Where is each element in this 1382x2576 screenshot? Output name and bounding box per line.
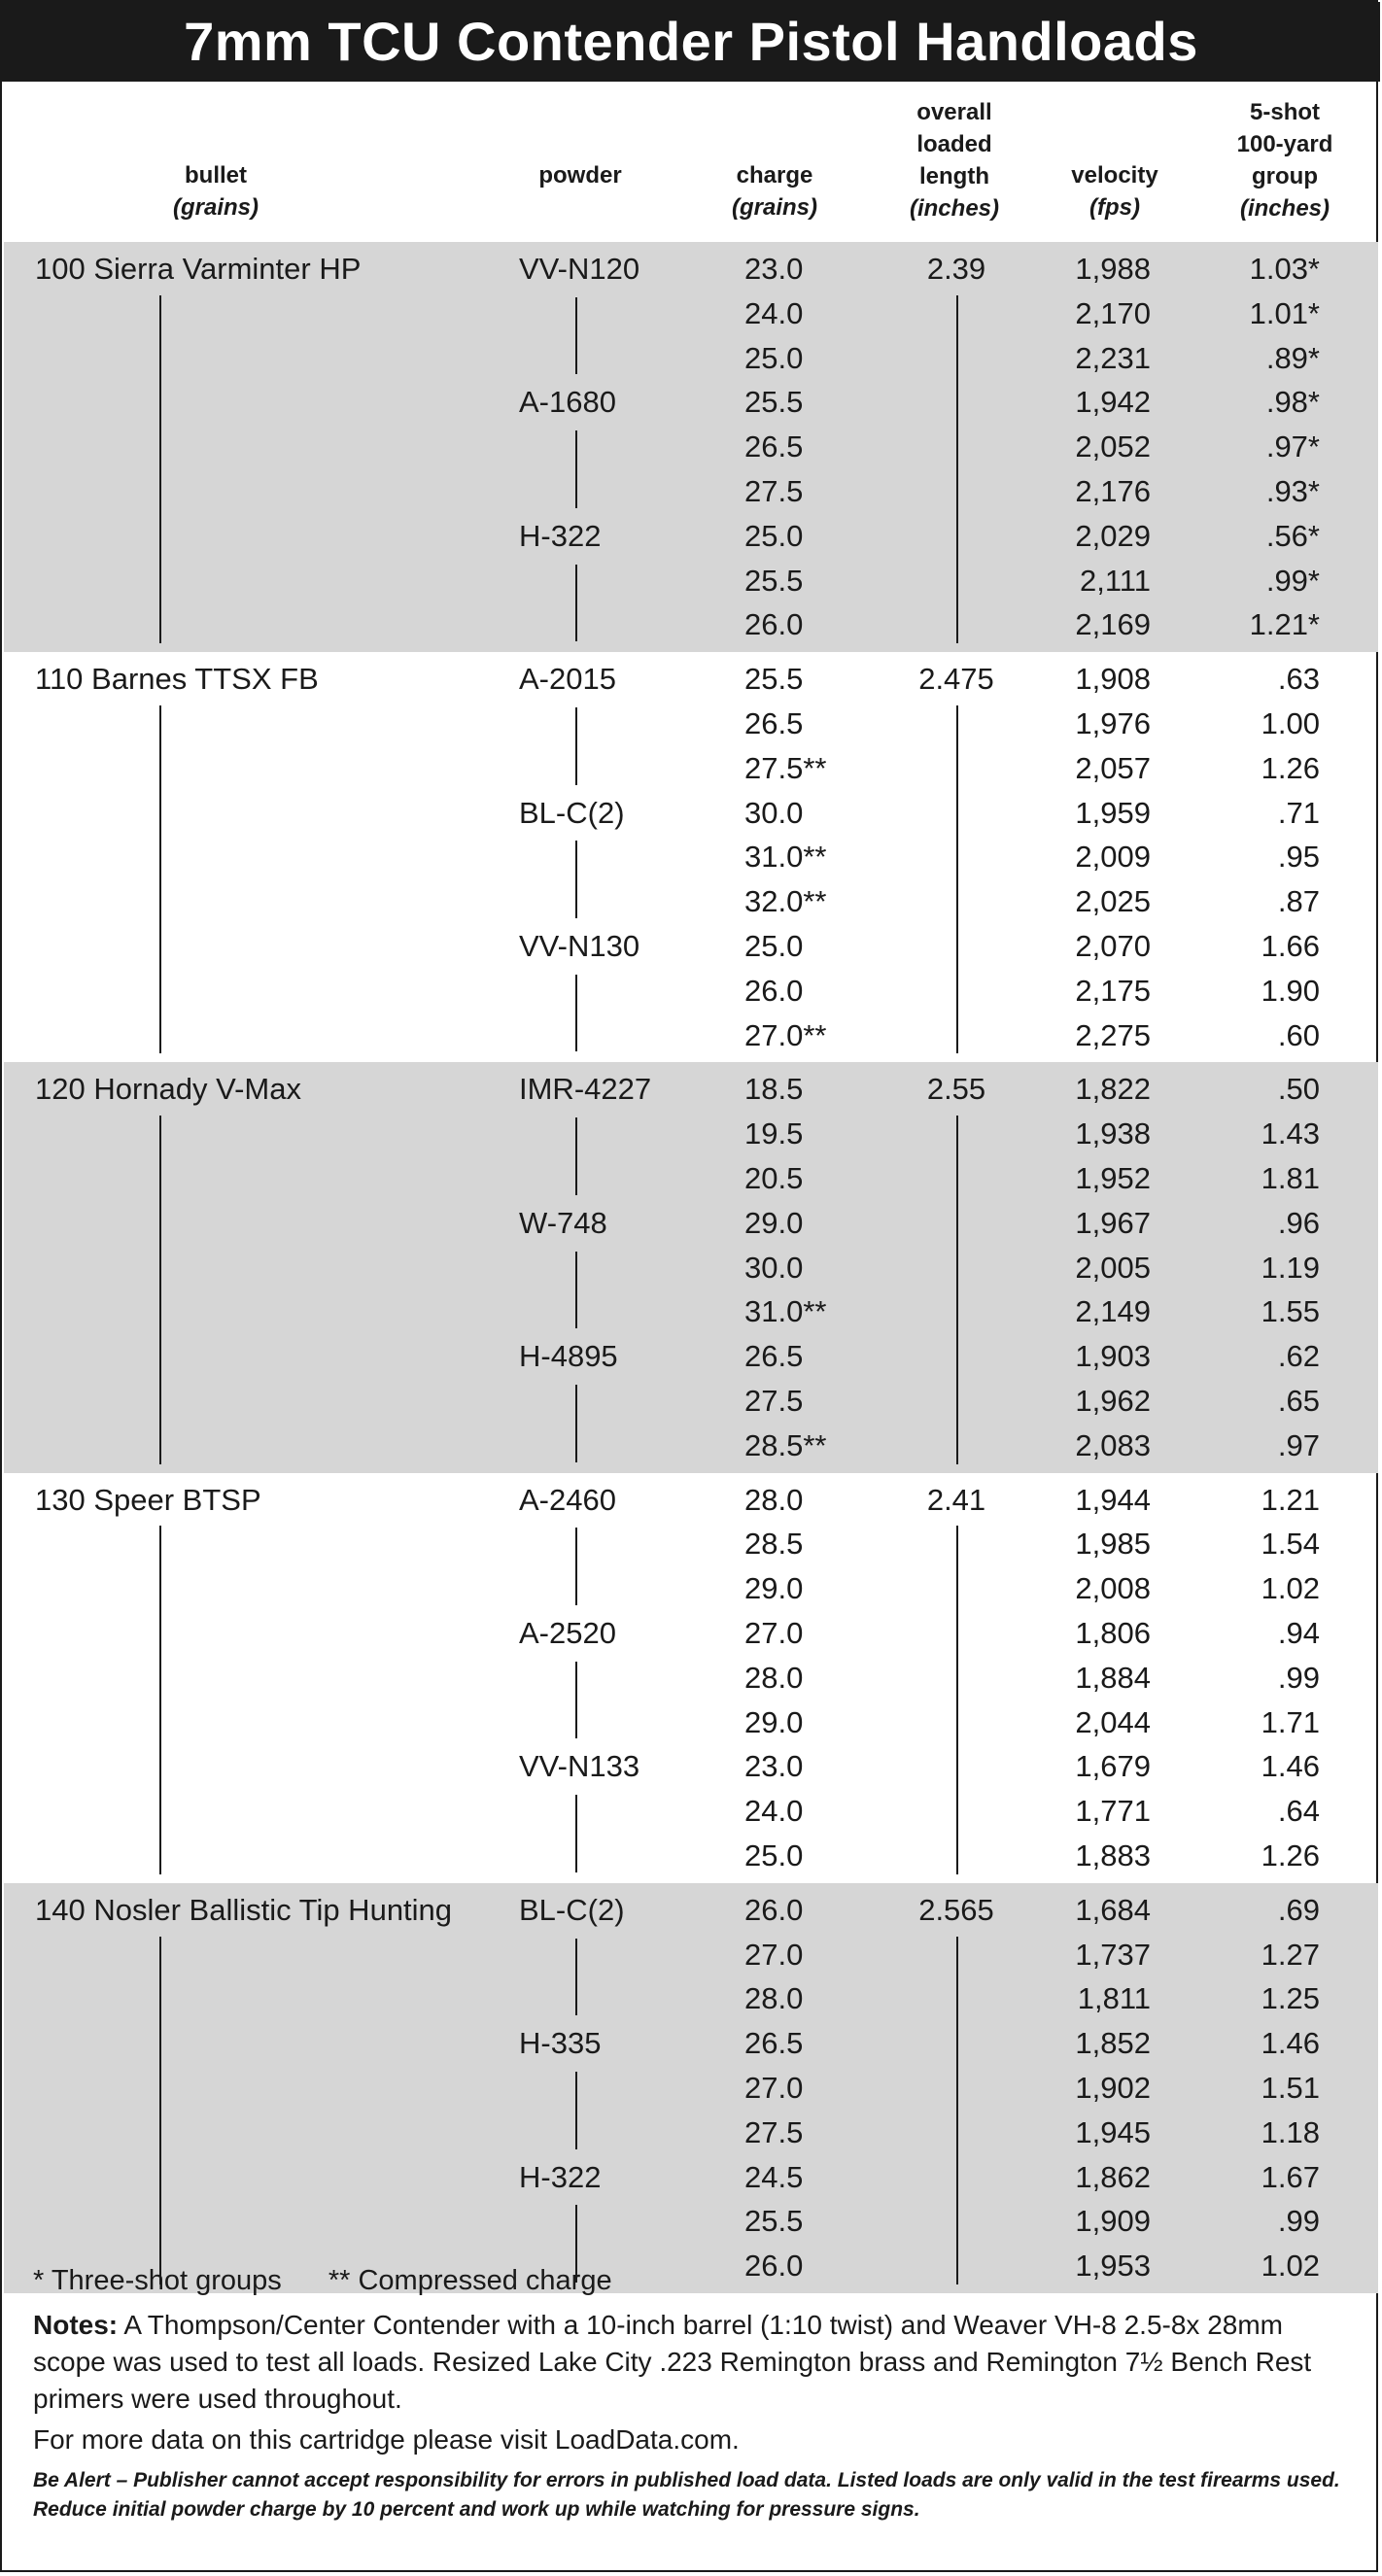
header-bullet-label: bullet — [185, 162, 247, 189]
charge-value: 26.0 — [744, 973, 804, 1008]
powder-continuation-line — [575, 841, 577, 918]
group-size-value: 1.21 — [1261, 1482, 1320, 1517]
charge-value: 27.5 — [744, 2114, 804, 2149]
length-continuation-line — [956, 295, 958, 643]
charge-value: 27.5 — [744, 1383, 804, 1418]
velocity-value: 1,811 — [1077, 1981, 1151, 2016]
charge-value: 26.5 — [744, 705, 804, 740]
header-group-line1: 5-shot — [1250, 99, 1320, 125]
group-size-value: 1.19 — [1261, 1250, 1320, 1285]
group-size-value: 1.51 — [1261, 2070, 1320, 2105]
header-charge — [716, 159, 833, 223]
velocity-value: 1,902 — [1075, 2070, 1151, 2105]
charge-value: 28.5 — [744, 1527, 804, 1562]
charge-value: 31.0** — [744, 840, 827, 875]
group-size-value: 1.27 — [1261, 1937, 1320, 1972]
powder-continuation-line — [575, 430, 577, 508]
powder-continuation-line — [575, 1385, 577, 1462]
overall-length: 2.39 — [926, 252, 986, 286]
charge-value: 26.5 — [744, 429, 804, 464]
header-bullet — [138, 159, 294, 223]
powder-continuation-line — [575, 565, 577, 642]
header-length-unit: (inches) — [909, 195, 999, 222]
velocity-value: 2,009 — [1075, 840, 1151, 875]
notes-label: Notes: — [33, 2310, 119, 2340]
bullet-group — [4, 1883, 1378, 2293]
charge-value: 28.0 — [744, 1660, 804, 1695]
velocity-value: 1,944 — [1075, 1482, 1151, 1517]
powder-continuation-line — [575, 1939, 577, 2016]
velocity-value: 1,806 — [1075, 1615, 1151, 1650]
powder-name: W-748 — [519, 1205, 607, 1240]
header-charge-label: charge — [736, 162, 813, 189]
group-size-value: 1.18 — [1261, 2114, 1320, 2149]
bullet-continuation-line — [159, 295, 161, 643]
velocity-value: 1,884 — [1075, 1660, 1151, 1695]
velocity-value: 2,025 — [1075, 884, 1151, 919]
length-continuation-line — [956, 1937, 958, 2284]
overall-length: 2.41 — [926, 1482, 986, 1517]
header-bullet-unit: (grains) — [172, 194, 259, 221]
powder-continuation-line — [575, 2072, 577, 2149]
bullet-continuation-line — [159, 1526, 161, 1873]
group-size-value: 1.25 — [1261, 1981, 1320, 2016]
velocity-value: 1,945 — [1075, 2114, 1151, 2149]
charge-value: 28.5** — [744, 1427, 827, 1462]
velocity-value: 1,903 — [1075, 1339, 1151, 1374]
charge-value: 26.5 — [744, 2026, 804, 2061]
group-size-value: 1.46 — [1261, 1749, 1320, 1784]
group-size-value: .93* — [1265, 474, 1320, 508]
charge-value: 29.0 — [744, 1571, 804, 1606]
group-size-value: 1.21* — [1249, 607, 1320, 642]
notes-text: A Thompson/Center Contender with a 10-inch barrel (1:10 twist) and Weaver VH-8 2.5-8x 28mm scope was used to test all loads. Resized Lake City .223 Remington brass and Remington 7½ Bench Rest primers were used throughout. — [33, 2310, 1312, 2414]
velocity-value: 1,862 — [1075, 2159, 1151, 2194]
bullet-group — [4, 652, 1378, 1062]
header-charge-unit: (grains) — [731, 194, 817, 221]
group-size-value: .64 — [1277, 1794, 1320, 1829]
group-size-value: 1.01* — [1249, 295, 1320, 330]
group-size-value: 1.02 — [1261, 1571, 1320, 1606]
legend-compressed: ** Compressed charge — [328, 2265, 612, 2296]
charge-value: 25.0 — [744, 928, 804, 963]
group-size-value: 1.43 — [1261, 1116, 1320, 1151]
charge-value: 29.0 — [744, 1205, 804, 1240]
header-velocity-label: velocity — [1071, 162, 1158, 189]
group-size-value: .65 — [1277, 1383, 1320, 1418]
velocity-value: 2,083 — [1075, 1427, 1151, 1462]
velocity-value: 1,942 — [1075, 385, 1151, 420]
velocity-value: 2,170 — [1075, 295, 1151, 330]
powder-name: H-335 — [519, 2026, 602, 2061]
charge-value: 27.0** — [744, 1017, 827, 1052]
overall-length: 2.565 — [918, 1892, 994, 1927]
group-size-value: 1.26 — [1261, 1838, 1320, 1872]
powder-continuation-line — [575, 297, 577, 375]
bullet-continuation-line — [159, 705, 161, 1053]
velocity-value: 1,976 — [1075, 705, 1151, 740]
powder-continuation-line — [575, 1795, 577, 1872]
length-continuation-line — [956, 705, 958, 1053]
velocity-value: 1,953 — [1075, 2249, 1151, 2284]
group-size-value: 1.02 — [1261, 2249, 1320, 2284]
velocity-value: 2,149 — [1075, 1294, 1151, 1329]
group-size-value: .97 — [1277, 1427, 1320, 1462]
velocity-value: 1,967 — [1075, 1205, 1151, 1240]
group-size-value: .62 — [1277, 1339, 1320, 1374]
bullet-name: 140 Nosler Ballistic Tip Hunting — [35, 1892, 453, 1927]
charge-value: 24.0 — [744, 1794, 804, 1829]
powder-name: BL-C(2) — [519, 1892, 625, 1927]
group-size-value: .60 — [1277, 1017, 1320, 1052]
powder-name: A-2460 — [519, 1482, 616, 1517]
overall-length: 2.475 — [918, 662, 994, 697]
velocity-value: 2,005 — [1075, 1250, 1151, 1285]
bullet-name: 130 Speer BTSP — [35, 1482, 261, 1517]
velocity-value: 1,822 — [1075, 1072, 1151, 1107]
charge-value: 27.0 — [744, 1615, 804, 1650]
charge-value: 27.5** — [744, 750, 827, 785]
group-size-value: .87 — [1277, 884, 1320, 919]
powder-continuation-line — [575, 707, 577, 785]
header-group — [1222, 96, 1348, 224]
velocity-value: 2,057 — [1075, 750, 1151, 785]
group-size-value: 1.90 — [1261, 973, 1320, 1008]
charge-value: 25.0 — [744, 518, 804, 553]
header-group-unit: (inches) — [1239, 195, 1330, 222]
charge-value: 25.0 — [744, 1838, 804, 1872]
group-size-value: .89* — [1265, 340, 1320, 375]
velocity-value: 2,029 — [1075, 518, 1151, 553]
velocity-value: 1,962 — [1075, 1383, 1151, 1418]
table-title: 7mm TCU Contender Pistol Handloads — [2, 2, 1380, 82]
velocity-value: 2,275 — [1075, 1017, 1151, 1052]
charge-value: 25.5 — [744, 2204, 804, 2239]
charge-value: 26.5 — [744, 1339, 804, 1374]
powder-name: H-322 — [519, 2159, 602, 2194]
group-size-value: .50 — [1277, 1072, 1320, 1107]
length-continuation-line — [956, 1116, 958, 1463]
group-size-value: .96 — [1277, 1205, 1320, 1240]
group-size-value: .69 — [1277, 1892, 1320, 1927]
more-data-text: For more data on this cartridge please visit LoadData.com. — [33, 2424, 740, 2455]
velocity-value: 1,952 — [1075, 1160, 1151, 1195]
powder-name: VV-N133 — [519, 1749, 640, 1784]
header-length-line1: overall — [916, 99, 992, 125]
velocity-value: 2,175 — [1075, 973, 1151, 1008]
header-powder-label: powder — [538, 162, 622, 189]
group-size-value: 1.81 — [1261, 1160, 1320, 1195]
charge-value: 25.5 — [744, 385, 804, 420]
charge-value: 28.0 — [744, 1482, 804, 1517]
group-size-value: .56* — [1265, 518, 1320, 553]
alert-text: Be Alert – Publisher cannot accept responsibility for errors in published load data. Listed loads are only valid in the test firearms used. Reduce initial powder charge by 10 percent and work up while watching for pressure signs. — [33, 2469, 1340, 2521]
header-powder — [522, 159, 639, 191]
group-size-value: 1.46 — [1261, 2026, 1320, 2061]
velocity-value: 1,852 — [1075, 2026, 1151, 2061]
group-size-value: .71 — [1277, 795, 1320, 830]
velocity-value: 2,169 — [1075, 607, 1151, 642]
header-group-line2: 100-yard — [1236, 131, 1333, 157]
powder-continuation-line — [575, 1117, 577, 1195]
velocity-value: 1,679 — [1075, 1749, 1151, 1784]
velocity-value: 1,908 — [1075, 662, 1151, 697]
bullet-group — [4, 1473, 1378, 1883]
charge-value: 25.5 — [744, 563, 804, 598]
powder-name: A-2015 — [519, 662, 616, 697]
charge-value: 24.5 — [744, 2159, 804, 2194]
charge-value: 26.0 — [744, 1892, 804, 1927]
charge-value: 31.0** — [744, 1294, 827, 1329]
charge-value: 26.0 — [744, 2249, 804, 2284]
velocity-value: 1,737 — [1075, 1937, 1151, 1972]
legend-three-shot: * Three-shot groups — [33, 2265, 282, 2296]
charge-value: 23.0 — [744, 252, 804, 286]
group-size-value: 1.26 — [1261, 750, 1320, 785]
bullet-group — [4, 242, 1378, 652]
legend — [33, 2262, 1355, 2299]
powder-name: A-1680 — [519, 385, 616, 420]
header-velocity — [1056, 159, 1173, 223]
velocity-value: 1,684 — [1075, 1892, 1151, 1927]
charge-value: 23.0 — [744, 1749, 804, 1784]
velocity-value: 2,231 — [1075, 340, 1151, 375]
length-continuation-line — [956, 1526, 958, 1873]
group-size-value: .99 — [1277, 1660, 1320, 1695]
bullet-name: 110 Barnes TTSX FB — [35, 662, 319, 697]
header-length — [891, 96, 1018, 224]
charge-value: 27.0 — [744, 1937, 804, 1972]
powder-name: BL-C(2) — [519, 795, 625, 830]
charge-value: 30.0 — [744, 1250, 804, 1285]
header-length-line2: loaded — [916, 131, 992, 157]
group-size-value: .98* — [1265, 385, 1320, 420]
notes — [33, 2307, 1355, 2418]
velocity-value: 2,008 — [1075, 1571, 1151, 1606]
velocity-value: 1,959 — [1075, 795, 1151, 830]
powder-continuation-line — [575, 975, 577, 1052]
velocity-value: 1,771 — [1075, 1794, 1151, 1829]
powder-continuation-line — [575, 1528, 577, 1605]
group-size-value: 1.67 — [1261, 2159, 1320, 2194]
velocity-value: 1,988 — [1075, 252, 1151, 286]
group-size-value: .99 — [1277, 2204, 1320, 2239]
powder-name: H-4895 — [519, 1339, 618, 1374]
charge-value: 30.0 — [744, 795, 804, 830]
group-size-value: .63 — [1277, 662, 1320, 697]
group-size-value: 1.66 — [1261, 928, 1320, 963]
charge-value: 27.5 — [744, 474, 804, 508]
bullet-group — [4, 1062, 1378, 1472]
header-velocity-unit: (fps) — [1089, 194, 1140, 221]
velocity-value: 2,070 — [1075, 928, 1151, 963]
velocity-value: 1,909 — [1075, 2204, 1151, 2239]
powder-name: IMR-4227 — [519, 1072, 652, 1107]
bullet-continuation-line — [159, 1116, 161, 1463]
powder-name: H-322 — [519, 518, 602, 553]
charge-value: 20.5 — [744, 1160, 804, 1195]
velocity-value: 2,176 — [1075, 474, 1151, 508]
group-size-value: .99* — [1265, 563, 1320, 598]
group-size-value: 1.55 — [1261, 1294, 1320, 1329]
charge-value: 25.0 — [744, 340, 804, 375]
charge-value: 25.5 — [744, 662, 804, 697]
velocity-value: 2,044 — [1075, 1704, 1151, 1739]
group-size-value: .94 — [1277, 1615, 1320, 1650]
bullet-name: 120 Hornady V-Max — [35, 1072, 301, 1107]
overall-length: 2.55 — [926, 1072, 986, 1107]
group-size-value: 1.03* — [1249, 252, 1320, 286]
group-size-value: .95 — [1277, 840, 1320, 875]
table-footer — [33, 2262, 1355, 2524]
bullet-continuation-line — [159, 1937, 161, 2284]
charge-value: 18.5 — [744, 1072, 804, 1107]
velocity-value: 1,938 — [1075, 1116, 1151, 1151]
group-size-value: 1.71 — [1261, 1704, 1320, 1739]
velocity-value: 1,985 — [1075, 1527, 1151, 1562]
group-size-value: 1.00 — [1261, 705, 1320, 740]
header-length-line3: length — [919, 163, 989, 189]
powder-continuation-line — [575, 1662, 577, 1739]
charge-value: 26.0 — [744, 607, 804, 642]
charge-value: 24.0 — [744, 295, 804, 330]
group-size-value: .97* — [1265, 429, 1320, 464]
velocity-value: 2,111 — [1080, 563, 1151, 598]
bullet-name: 100 Sierra Varminter HP — [35, 252, 362, 286]
charge-value: 29.0 — [744, 1704, 804, 1739]
velocity-value: 2,052 — [1075, 429, 1151, 464]
charge-value: 28.0 — [744, 1981, 804, 2016]
charge-value: 27.0 — [744, 2070, 804, 2105]
group-size-value: 1.54 — [1261, 1527, 1320, 1562]
charge-value: 19.5 — [744, 1116, 804, 1151]
header-group-line3: group — [1252, 163, 1318, 189]
powder-name: VV-N120 — [519, 252, 640, 286]
powder-name: A-2520 — [519, 1615, 616, 1650]
velocity-value: 1,883 — [1075, 1838, 1151, 1872]
powder-continuation-line — [575, 1252, 577, 1329]
charge-value: 32.0** — [744, 884, 827, 919]
powder-name: VV-N130 — [519, 928, 640, 963]
